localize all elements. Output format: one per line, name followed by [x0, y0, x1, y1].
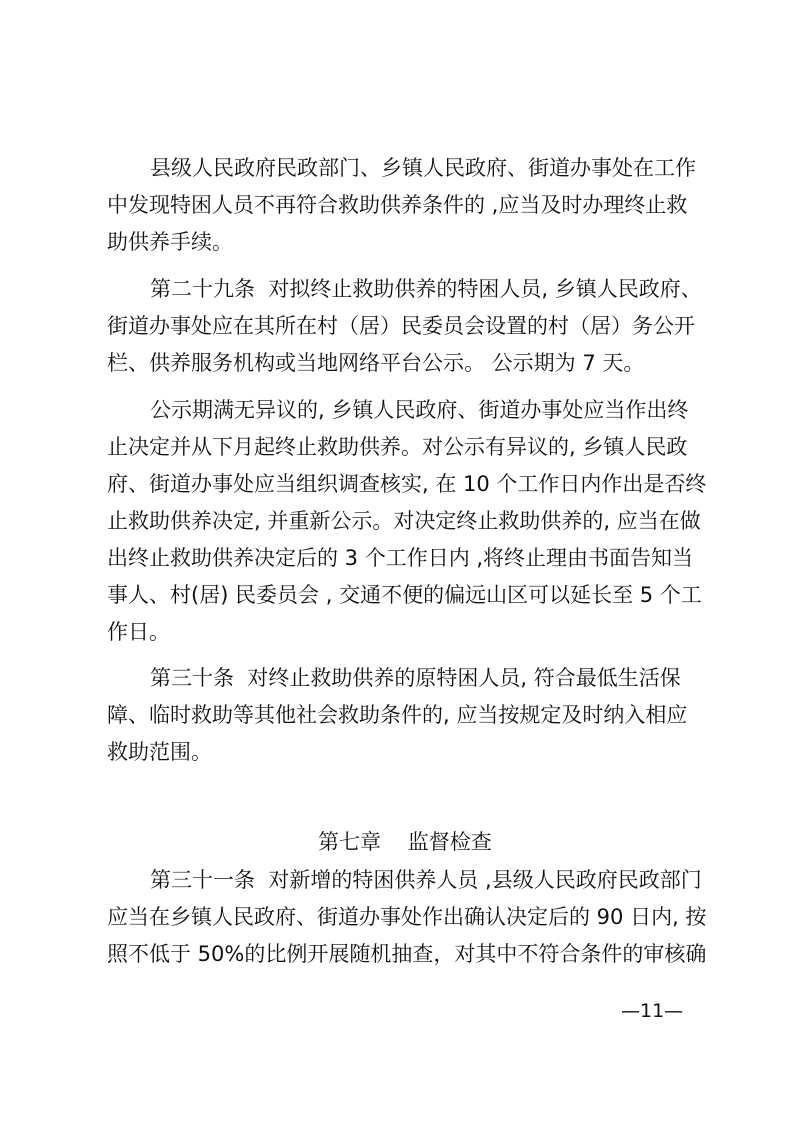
- text-line: 作日。: [107, 620, 170, 644]
- text-line: 助供养手续。: [107, 230, 233, 254]
- text-line: 止决定并从下月起终止救助供养。对公示有异议的, 乡镇人民政: [107, 435, 688, 459]
- chapter-heading: 第七章 监督检查: [318, 830, 492, 854]
- text-line: 应当在乡镇人民政府、街道办事处作出确认决定后的 90 日内, 按: [107, 905, 707, 929]
- text-line: 止救助供养决定, 并重新公示。对决定终止救助供养的, 应当在做: [107, 509, 701, 533]
- text-line: 事人、村(居) 民委员会 , 交通不便的偏远山区可以延长至 5 个工: [107, 583, 702, 607]
- text-line: 障、临时救助等其他社会救助条件的, 应当按规定及时纳入相应: [107, 703, 688, 727]
- text-line: 救助范围。: [107, 740, 212, 764]
- text-line: 栏、供养服务机构或当地网络平台公示。 公示期为 7 天。: [107, 351, 645, 375]
- text-line: 出终止救助供养决定后的 3 个工作日内 ,将终止理由书面告知当: [107, 546, 694, 570]
- text-line: 第二十九条 对拟终止救助供养的特困人员, 乡镇人民政府、: [150, 277, 702, 301]
- text-line: 第三十条 对终止救助供养的原特困人员, 符合最低生活保: [150, 666, 681, 690]
- text-line: 府、街道办事处应当组织调查核实, 在 10 个工作日内作出是否终: [107, 472, 707, 496]
- text-line: 街道办事处应在其所在村（居）民委员会设置的村（居）务公开: [107, 314, 695, 338]
- text-line: 第三十一条 对新增的特困供养人员 ,县级人民政府民政部门: [150, 868, 702, 892]
- text-line: 照不低于 50%的比例开展随机抽查，对其中不符合条件的审核确: [107, 942, 707, 966]
- text-line: 中发现特困人员不再符合救助供养条件的 ,应当及时办理终止救: [107, 193, 688, 217]
- text-line: 县级人民政府民政部门、乡镇人民政府、街道办事处在工作: [150, 156, 696, 180]
- page-number: —11—: [621, 1000, 684, 1022]
- text-line: 公示期满无异议的, 乡镇人民政府、街道办事处应当作出终: [150, 398, 689, 422]
